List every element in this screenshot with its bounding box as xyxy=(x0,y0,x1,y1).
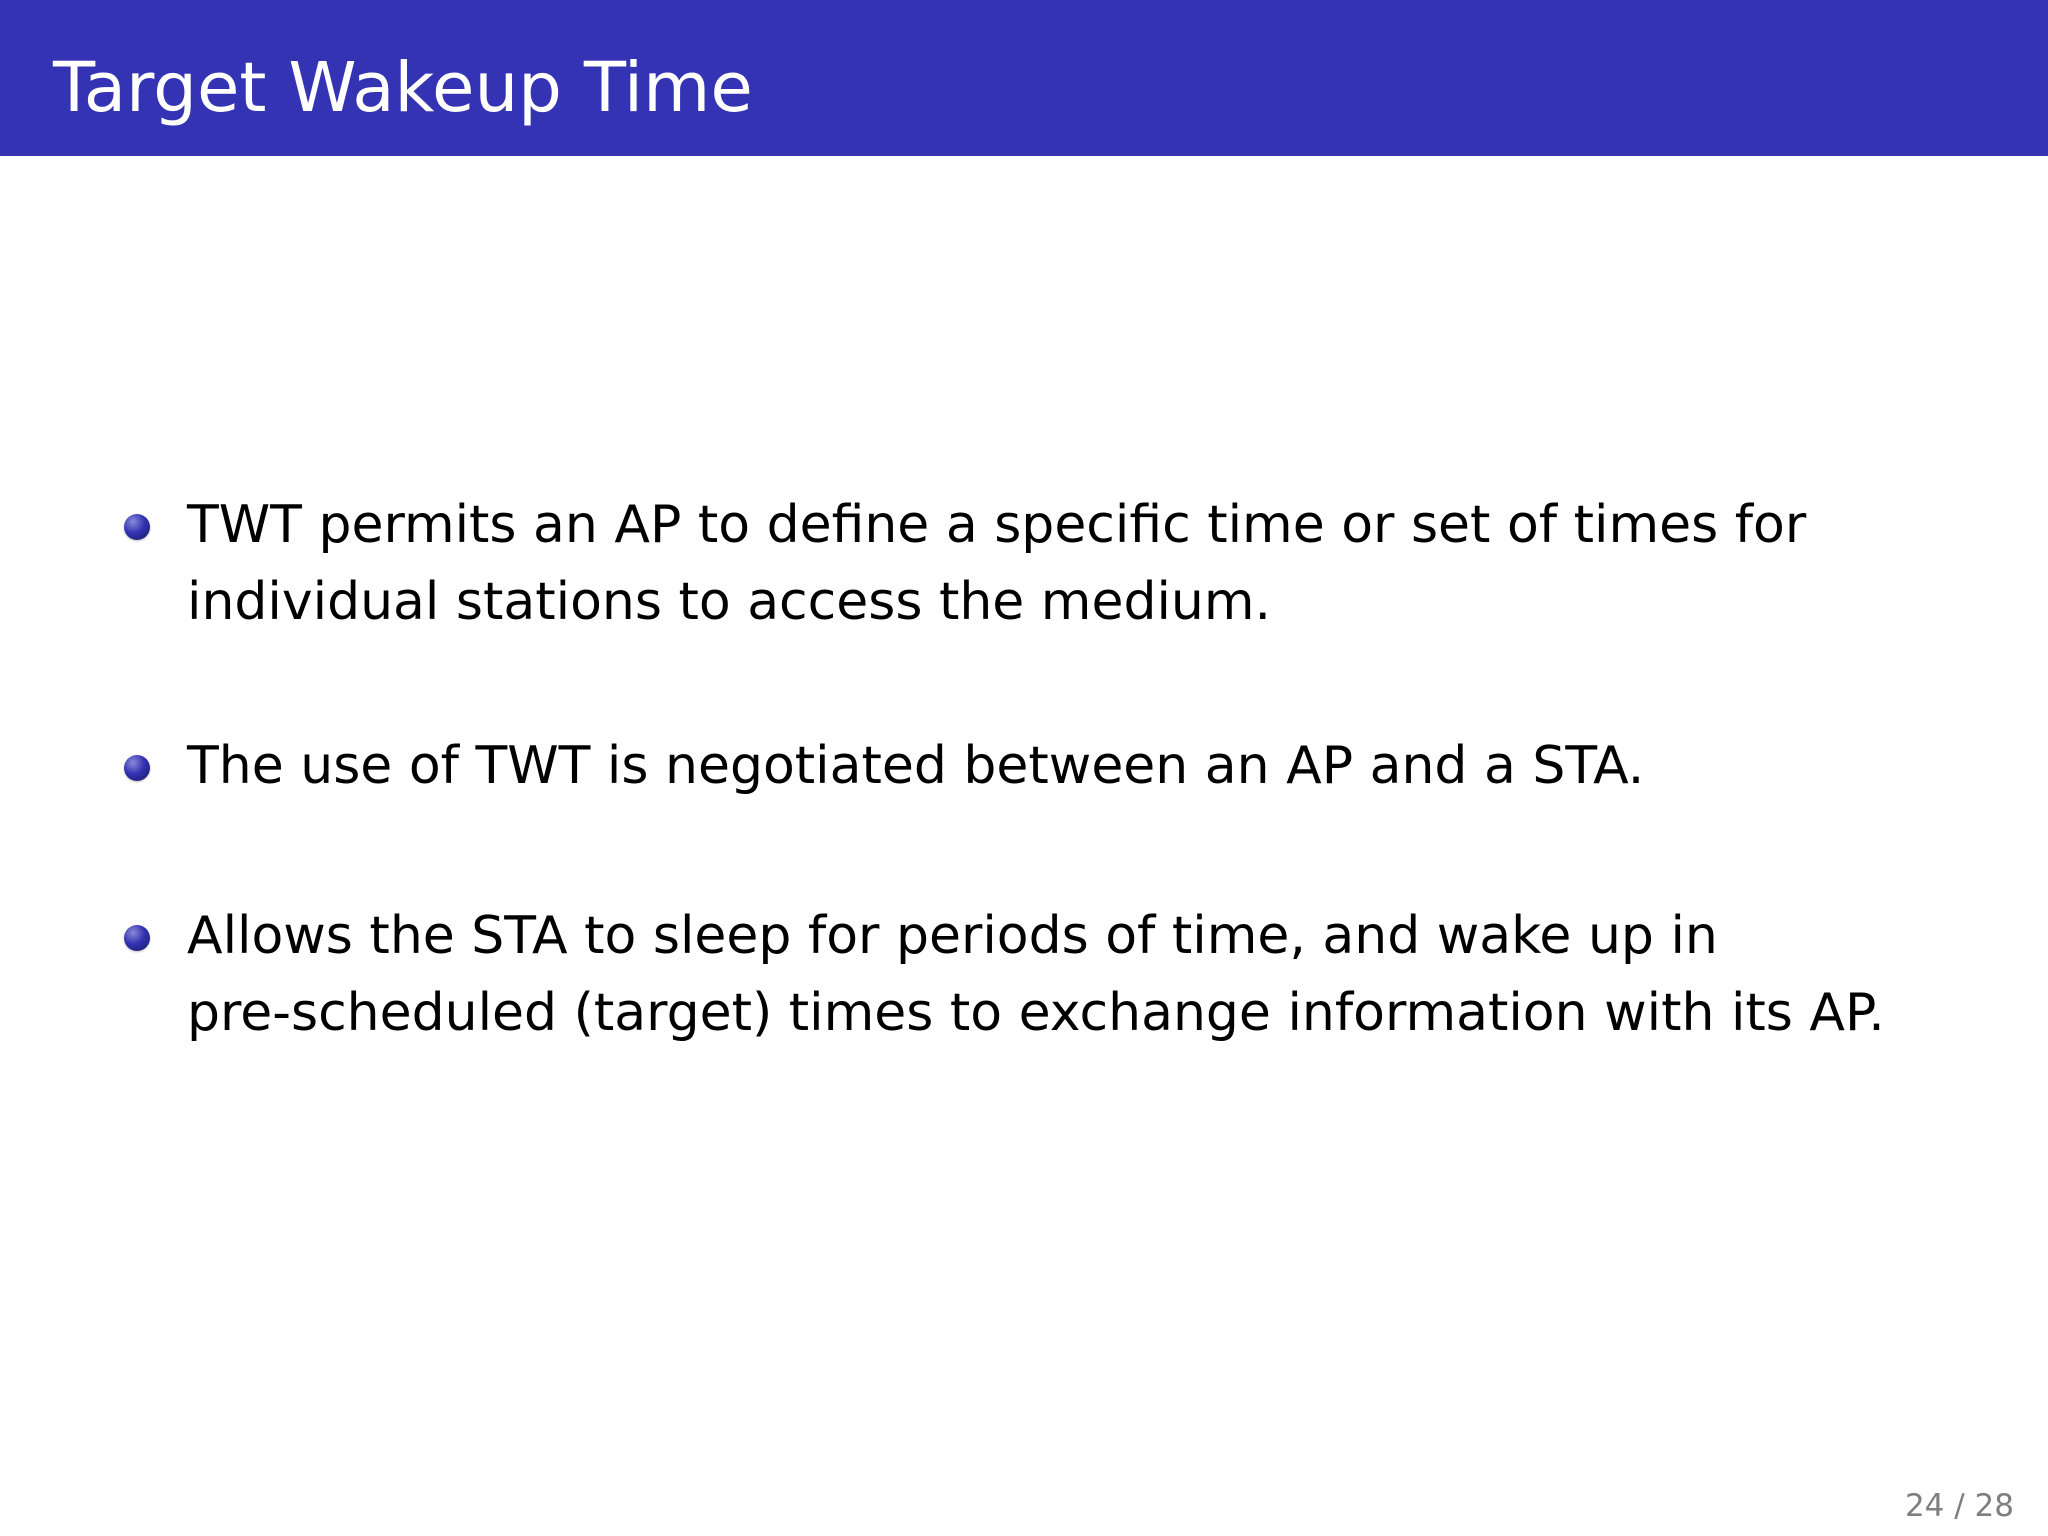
bullet-text: Allows the STA to sleep for periods of time, and wake up in pre-scheduled (target) times to exchange information with its AP. xyxy=(187,906,1885,1043)
slide-title: Target Wakeup Time xyxy=(53,48,753,128)
bullet-dot-icon xyxy=(124,925,150,951)
bullet-dot-icon xyxy=(124,755,150,781)
bullet-dot-icon xyxy=(124,514,150,540)
bullet-text: The use of TWT is negotiated between an AP and a STA. xyxy=(187,736,1645,796)
bullet-text: TWT permits an AP to define a specific time or set of times for individual stations to access the medium. xyxy=(187,495,1807,632)
page-number: 24 / 28 xyxy=(1904,1488,2014,1524)
